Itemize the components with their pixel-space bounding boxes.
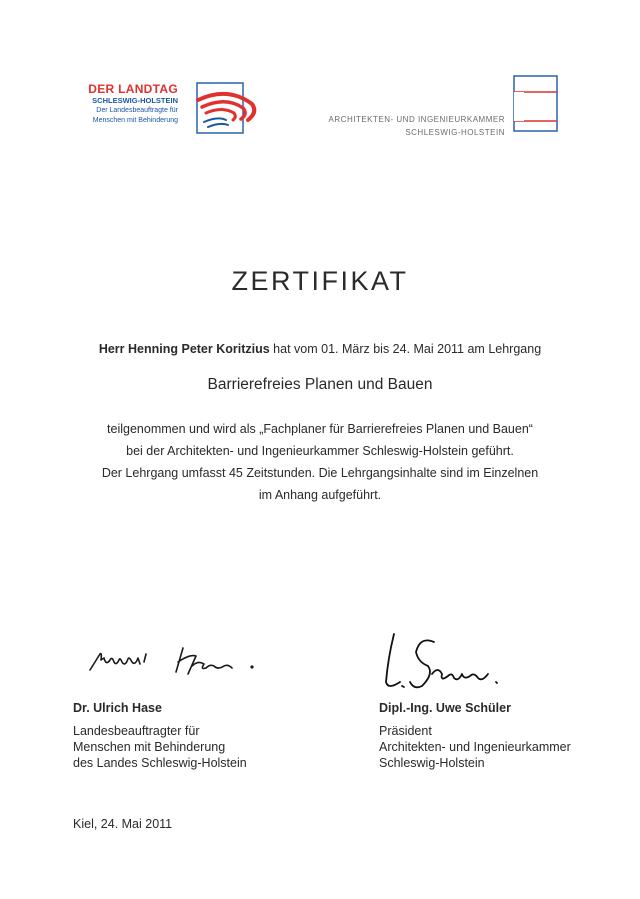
signatory-left-role: Menschen mit Behinderung xyxy=(73,740,226,754)
signatory-left-role: Landesbeauftragter für xyxy=(73,724,200,738)
landtag-line2: Menschen mit Behinderung xyxy=(92,116,178,124)
signatory-left-role: des Landes Schleswig-Holstein xyxy=(73,756,247,770)
signatory-right xyxy=(379,700,571,771)
kammer-line1: ARCHITEKTEN- UND INGENIEURKAMMER xyxy=(328,115,505,124)
body-line: im Anhang aufgeführt. xyxy=(258,488,382,502)
signatory-right-role: Präsident xyxy=(379,724,432,738)
signatory-right-role: Schleswig-Holstein xyxy=(379,756,485,770)
landtag-title: DER LANDTAG xyxy=(88,82,178,96)
participation-line xyxy=(0,342,640,356)
signature-right xyxy=(378,628,508,698)
recipient-name: Herr Henning Peter Koritzius xyxy=(98,342,270,356)
body-line: Der Lehrgang umfasst 45 Zeitstunden. Die Lehrgangsinhalte sind im Einzelnen xyxy=(101,466,539,480)
signature-left xyxy=(88,640,268,688)
landtag-line1: Der Landesbeauftragte für xyxy=(96,107,178,114)
signatory-right-name: Dipl.-Ing. Uwe Schüler xyxy=(379,701,511,715)
body-line: teilgenommen und wird als „Fachplaner für Barrierefreies Planen und Bauen“ xyxy=(107,422,533,436)
landtag-emblem-icon xyxy=(188,82,260,140)
signatory-right-role: Architekten- und Ingenieurkammer xyxy=(379,740,571,754)
signatory-left xyxy=(73,700,247,771)
certificate-title: ZERTIFIKAT xyxy=(231,266,409,296)
kammer-logo-text xyxy=(300,113,505,139)
landtag-subtitle: SCHLESWIG-HOLSTEIN xyxy=(92,96,178,105)
certificate-body xyxy=(0,418,640,506)
course-name: Barrierefreies Planen und Bauen xyxy=(207,376,433,393)
place-date: Kiel, 24. Mai 2011 xyxy=(73,817,173,831)
body-line: bei der Architekten- und Ingenieurkammer Schleswig-Holstein geführt. xyxy=(126,444,514,458)
kammer-line2: SCHLESWIG-HOLSTEIN xyxy=(405,128,505,137)
participation-period: hat vom 01. März bis 24. Mai 2011 am Lehrgang xyxy=(269,342,542,356)
landtag-logo-text xyxy=(60,83,178,125)
kammer-emblem-icon xyxy=(512,74,562,136)
signatory-left-name: Dr. Ulrich Hase xyxy=(73,701,162,715)
